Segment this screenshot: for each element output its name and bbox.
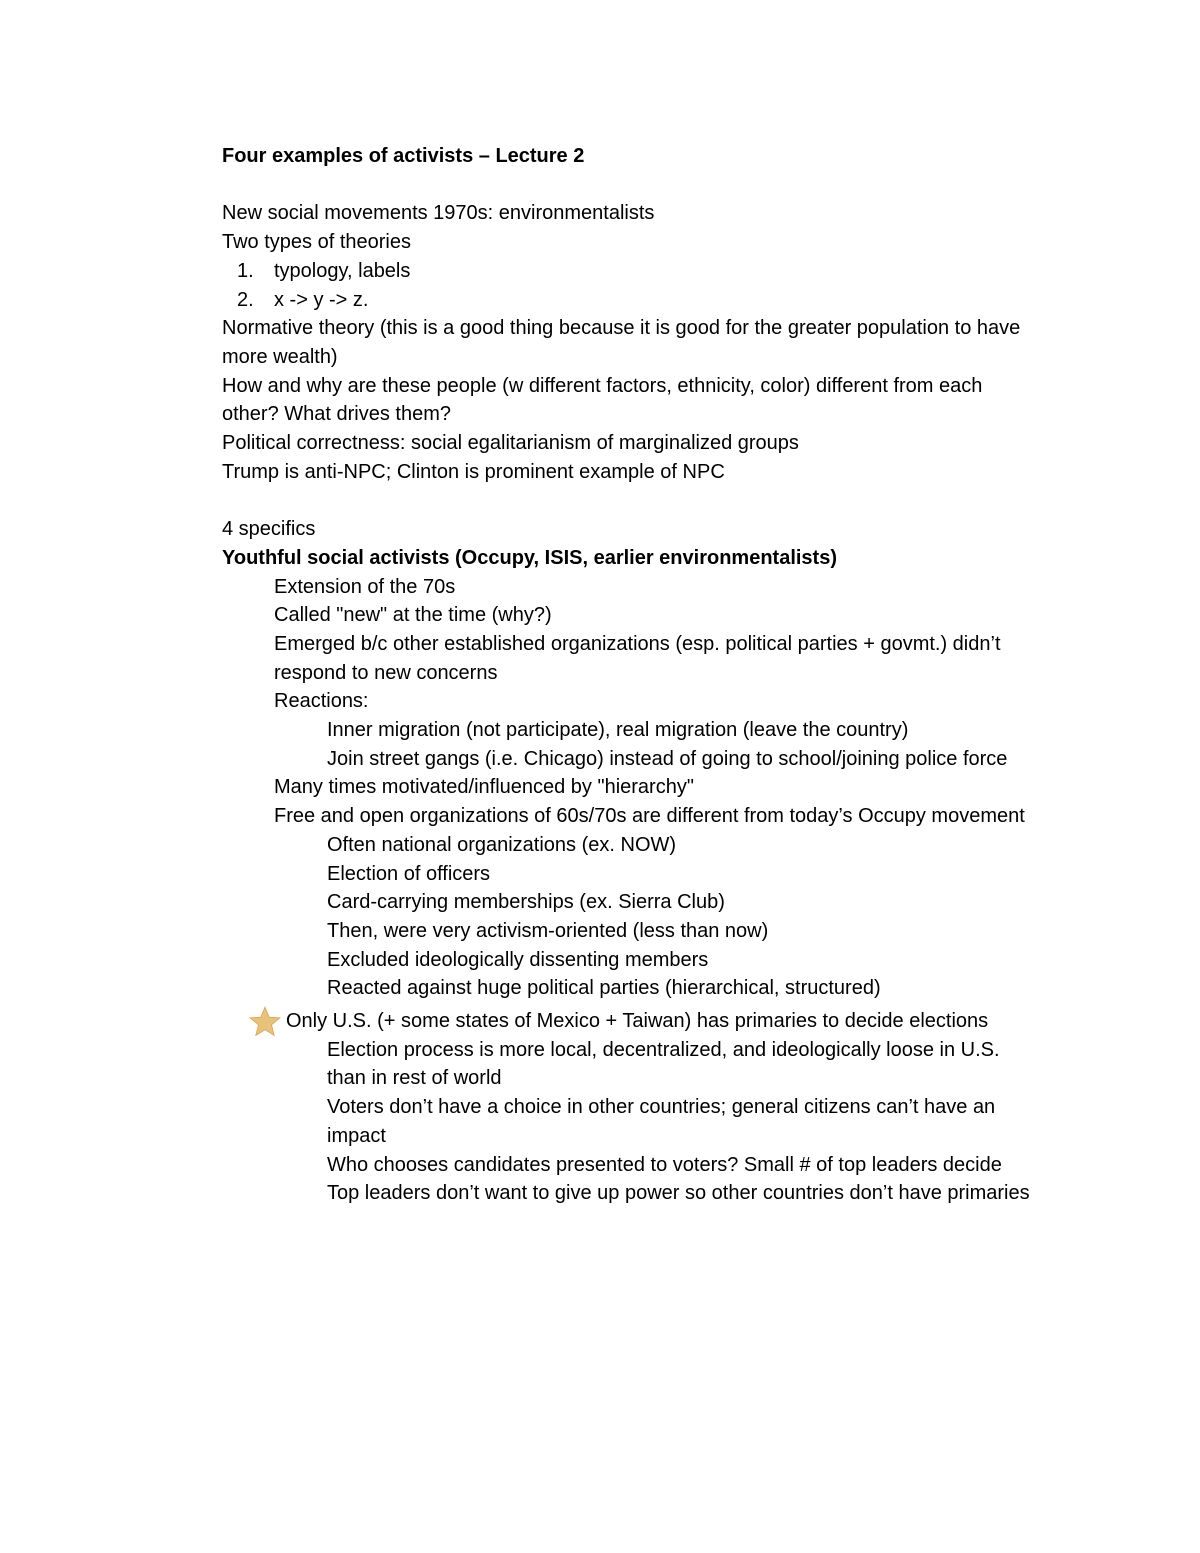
note-emerged: Emerged b/c other established organizations (esp. political parties + govmt.) didn’t respond to new concerns	[274, 632, 1001, 684]
list-item	[222, 286, 1032, 315]
note-street-gangs: Join street gangs (i.e. Chicago) instead of going to school/joining police force	[327, 747, 1008, 770]
primaries-detail: Top leaders don’t want to give up power so other countries don’t have primaries	[327, 1182, 1030, 1205]
primaries-detail: Who chooses candidates presented to voters? Small # of top leaders decide	[327, 1153, 1002, 1176]
specifics-heading: 4 specifics	[222, 518, 316, 541]
only-us-text: Only U.S. (+ some states of Mexico + Taiwan) has primaries to decide elections	[286, 1010, 989, 1033]
doc-title: Four examples of activists – Lecture 2	[222, 145, 585, 167]
how-why-question: How and why are these people (w different factors, ethnicity, color) different from each other? What drives them?	[222, 374, 983, 426]
list-number: 2.	[237, 288, 254, 311]
normative-theory: Normative theory (this is a good thing because it is good for the greater population to have more wealth)	[222, 317, 1021, 368]
note-inner-migration: Inner migration (not participate), real migration (leave the country)	[327, 719, 909, 742]
political-correctness: Political correctness: social egalitarianism of marginalized groups	[222, 432, 799, 455]
document-body	[222, 142, 1032, 1208]
note-extension: Extension of the 70s	[274, 575, 456, 598]
star-icon	[248, 1005, 282, 1039]
sub-note: Often national organizations (ex. NOW)	[327, 833, 677, 856]
list-item	[222, 257, 1032, 286]
note-free-open: Free and open organizations of 60s/70s are different from today’s Occupy movement	[274, 805, 1025, 828]
primaries-note	[222, 1007, 1032, 1036]
sub-note: Reacted against huge political parties (hierarchical, structured)	[327, 977, 881, 1000]
blank-line	[222, 171, 1032, 200]
intro-line-2: Two types of theories	[222, 231, 411, 254]
youthful-heading: Youthful social activists (Occupy, ISIS, earlier environmentalists)	[222, 546, 837, 569]
sub-note: Election of officers	[327, 862, 491, 885]
sub-note: Then, were very activism-oriented (less than now)	[327, 919, 769, 942]
list-text: x -> y -> z.	[274, 288, 369, 311]
blank-line	[222, 486, 1032, 515]
list-number: 1.	[237, 259, 254, 282]
note-hierarchy: Many times motivated/influenced by "hierarchy"	[274, 776, 694, 799]
primaries-detail: Voters don’t have a choice in other countries; general citizens can’t have an impact	[327, 1096, 996, 1147]
primaries-detail: Election process is more local, decentralized, and ideologically loose in U.S. than in rest of world	[327, 1038, 1000, 1090]
sub-note: Card-carrying memberships (ex. Sierra Club)	[327, 891, 725, 914]
intro-line-1: New social movements 1970s: environmentalists	[222, 202, 655, 225]
note-reactions: Reactions:	[274, 690, 369, 713]
note-called-new: Called "new" at the time (why?)	[274, 604, 552, 627]
list-text: typology, labels	[274, 259, 411, 282]
trump-clinton: Trump is anti-NPC; Clinton is prominent example of NPC	[222, 460, 725, 483]
sub-note: Excluded ideologically dissenting members	[327, 948, 709, 971]
